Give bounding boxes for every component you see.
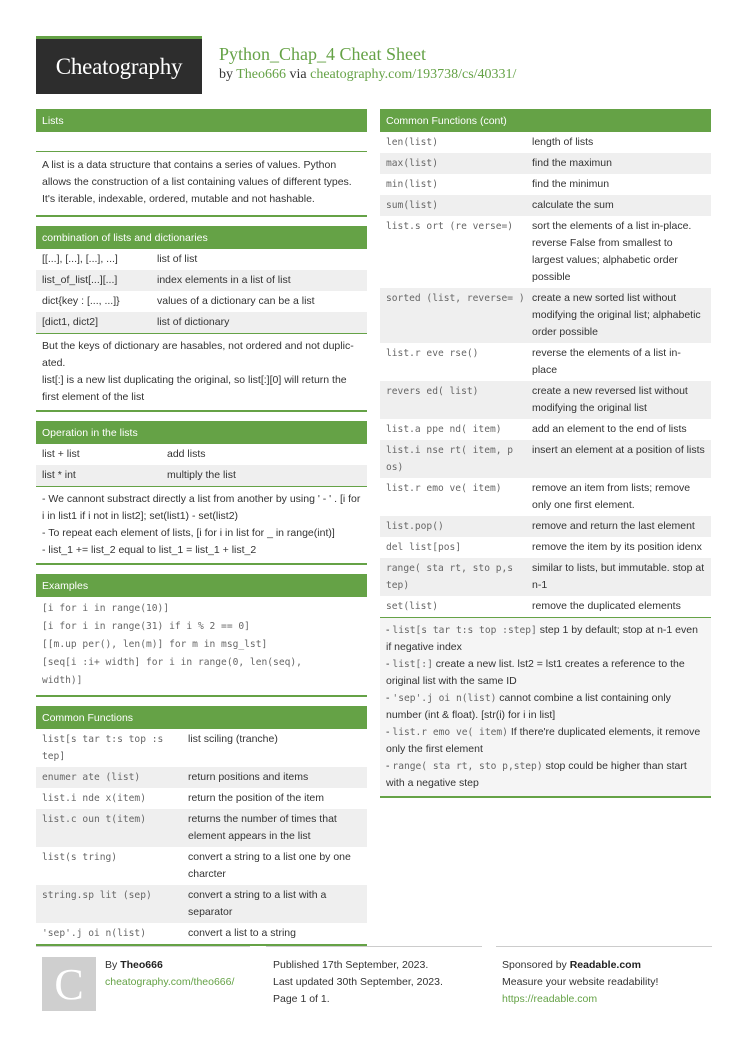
row-key: list + list [42, 448, 80, 460]
section-heading: Common Functions (cont) [380, 109, 711, 132]
row-value: list sciling (tranche) [188, 733, 278, 745]
row-value: add an element to the end of lists [532, 423, 687, 435]
row-key: 'sep'.j oi n(list) [42, 928, 146, 939]
page-footer [36, 946, 712, 1026]
note-code: range( sta rt, sto p,step) [392, 761, 543, 772]
page-header [36, 36, 716, 94]
spacer [36, 132, 367, 152]
section-note [36, 333, 367, 410]
section-note [36, 486, 367, 563]
row-value: insert an element at a position of lists [532, 444, 705, 456]
note-line: - We cannont substract directly a list from another by using ' - ' . [i for i in list1 if i not in list2]; set(list1) - set(list2) [42, 493, 361, 522]
footer-dates [266, 946, 482, 1008]
table-row [380, 195, 711, 216]
section-operation [36, 421, 367, 565]
table-row [380, 419, 711, 440]
row-key: list.c oun t(item) [42, 814, 146, 825]
row-key: list.r eve rse() [386, 348, 479, 359]
page-count: Page 1 of 1. [273, 993, 330, 1005]
row-value: convert a string to a list one by one charcter [188, 851, 351, 880]
byline-by: by [219, 67, 233, 82]
code-line: [i for i in range(10)] [42, 603, 170, 614]
row-value: add lists [167, 448, 206, 460]
table-row [36, 847, 367, 885]
row-value: list of dictionary [157, 316, 230, 328]
row-value: return positions and items [188, 771, 309, 783]
row-value: sort the elements of a list in-place. reverse False from smallest to largest values; alphabetic order possible [532, 220, 692, 283]
table-row [36, 249, 367, 270]
row-key: list[s tar t:s top :s tep] [42, 734, 164, 762]
row-value: returns the number of times that element appears in the list [188, 813, 337, 842]
section-common-functions [36, 706, 367, 946]
table-row [36, 729, 367, 767]
row-key: del list[pos] [386, 542, 462, 553]
table-row [380, 288, 711, 343]
right-column [380, 109, 711, 807]
footer-author-name[interactable]: Theo666 [120, 959, 163, 971]
row-value: list of list [157, 253, 198, 265]
lists-description: A list is a data structure that contains a series of values. Python allows the construction of a list containing values of different types. It's iterable, indexable, ordered, mutable and not hashable. [42, 159, 352, 205]
row-value: similar to lists, but immutable. stop at n-1 [532, 562, 705, 591]
row-key: enumer ate (list) [42, 772, 141, 783]
code-line: width)] [42, 675, 83, 686]
table-row [36, 923, 367, 944]
note-line: - range( sta rt, sto p,step) stop could be higher than start with a negative step [386, 760, 687, 789]
section-lists [36, 109, 367, 217]
row-key: [dict1, dict2] [42, 316, 99, 328]
row-value: length of lists [532, 136, 594, 148]
author-avatar[interactable]: C [42, 957, 96, 1011]
row-value: index elements in a list of list [157, 274, 291, 286]
note-line: list[:] is a new list duplicating the original, so list[:][0] will return the first element of the list [42, 374, 347, 403]
table-row [36, 312, 367, 333]
author-block [105, 957, 250, 991]
row-value: remove the item by its position idenx [532, 541, 702, 553]
row-key: range( sta rt, sto p,s tep) [386, 563, 514, 591]
table-row [380, 478, 711, 516]
row-key: set(list) [386, 601, 438, 612]
row-value: create a new sorted list without modifying the original list; alphabetic order possible [532, 292, 701, 338]
note-text: cannot combine a list containing only number (int & float). [str(i) for i in list] [386, 692, 671, 721]
section-examples [36, 574, 367, 697]
note-text: step 1 by default; stop at n-1 even if negative index [386, 624, 698, 653]
note-code: list[:] [392, 659, 433, 670]
table-row [380, 153, 711, 174]
sponsor-line [502, 957, 712, 974]
sponsored-by: Sponsored by [502, 959, 567, 971]
row-key: list.r emo ve( item) [386, 483, 502, 494]
row-key: revers ed( list) [386, 386, 479, 397]
footer-author [36, 946, 250, 1009]
row-key: list.pop() [386, 521, 444, 532]
row-value: remove an item from lists; remove only one first element. [532, 482, 691, 511]
row-value: find the minimun [532, 178, 610, 190]
row-key: sorted (list, reverse= ) [386, 293, 525, 304]
section-combination [36, 226, 367, 412]
table-row [36, 270, 367, 291]
note-line: - list[:] create a new list. lst2 = lst1 creates a reference to the original list with the same ID [386, 658, 685, 687]
row-key: sum(list) [386, 200, 438, 211]
row-value: create a new reversed list without modifying the original list [532, 385, 688, 414]
footer-sponsor [496, 946, 712, 1008]
note-text: stop could be higher than start with a negative step [386, 760, 687, 789]
section-heading: Lists [36, 109, 367, 132]
left-column [36, 109, 367, 955]
row-value: multiply the list [167, 469, 236, 481]
row-key: max(list) [386, 158, 438, 169]
author-line [105, 957, 250, 974]
table-row [380, 558, 711, 596]
section-note [380, 617, 711, 796]
section-heading: combination of lists and dictionaries [36, 226, 367, 249]
section-heading: Examples [36, 574, 367, 597]
note-line: - list_1 += list_2 equal to list_1 = list_1 + list_2 [42, 544, 257, 556]
byline [219, 67, 516, 83]
note-code: 'sep'.j oi n(list) [392, 693, 497, 704]
row-key: list_of_list[...][...] [42, 274, 118, 286]
row-value: remove the duplicated elements [532, 600, 681, 612]
table-row [380, 132, 711, 153]
table-row [36, 291, 367, 312]
note-line: - list[s tar t:s top :step] step 1 by default; stop at n-1 even if negative index [386, 624, 698, 653]
row-key: list.i nse rt( item, p os) [386, 445, 514, 473]
row-key: string.sp lit (sep) [42, 890, 152, 901]
row-value: calculate the sum [532, 199, 614, 211]
row-key: list * int [42, 469, 76, 481]
code-line: [i for i in range(31) if i % 2 == 0] [42, 621, 250, 632]
row-key: min(list) [386, 179, 438, 190]
note-line: - list.r emo ve( item) If there're duplicated elements, it remove only the first element [386, 726, 701, 755]
row-key: list.s ort (re verse=) [386, 221, 514, 232]
page-title: Python_Chap_4 Cheat Sheet [219, 44, 426, 64]
author-profile-link[interactable]: cheatography.com/theo666/ [105, 976, 235, 988]
note-line: - To repeat each element of lists, [i for i in list for _ in range(int)] [42, 527, 335, 539]
table-row [36, 465, 367, 486]
author-link[interactable]: Theo666 [236, 67, 287, 82]
row-key: [[...], [...], [...], ...] [42, 253, 118, 265]
table-row [380, 381, 711, 419]
sponsor-link[interactable]: https://readable.com [502, 993, 598, 1005]
note-code: list[s tar t:s top :step] [392, 625, 537, 636]
row-value: convert a string to a list with a separator [188, 889, 327, 918]
section-common-functions-cont [380, 109, 711, 798]
code-line: [[m.up per(), len(m)] for m in msg_lst] [42, 639, 268, 650]
table-row [36, 444, 367, 465]
footer-by: By [105, 959, 118, 971]
code-line: [seq[i :i+ width] for i in range(0, len(seq), [42, 657, 302, 668]
row-key: list.a ppe nd( item) [386, 424, 502, 435]
row-value: remove and return the last element [532, 520, 695, 532]
row-value: convert a list to a string [188, 927, 296, 939]
note-line: - 'sep'.j oi n(list) cannot combine a list containing only number (int & float). [str(i) for i in list] [386, 692, 671, 721]
row-key: list(s tring) [42, 852, 118, 863]
updated-date: Last updated 30th September, 2023. [273, 976, 443, 988]
row-value: return the position of the item [188, 792, 324, 804]
examples-code [36, 597, 367, 695]
table-row [380, 216, 711, 288]
table-row [380, 537, 711, 558]
table-row [36, 809, 367, 847]
table-row [380, 516, 711, 537]
cheatography-logo[interactable]: Cheatography [36, 36, 202, 94]
row-key: dict{key : [..., ...]} [42, 295, 120, 307]
note-code: list.r emo ve( item) [392, 727, 508, 738]
table-row [380, 440, 711, 478]
note-text: create a new list. lst2 = lst1 creates a reference to the original list with the same ID [386, 658, 685, 687]
section-heading: Operation in the lists [36, 421, 367, 444]
table-row [36, 788, 367, 809]
sheet-url-link[interactable]: cheatography.com/193738/cs/40331/ [310, 67, 517, 82]
row-value: find the maximun [532, 157, 612, 169]
table-row [380, 343, 711, 381]
sponsor-text: Measure your website readability! [502, 976, 659, 988]
row-key: list.i nde x(item) [42, 793, 146, 804]
note-text: If there're duplicated elements, it remove only the first element [386, 726, 701, 755]
published-date: Published 17th September, 2023. [273, 959, 429, 971]
table-row [380, 174, 711, 195]
sponsor-name[interactable]: Readable.com [569, 959, 641, 971]
row-value: reverse the elements of a list in-place [532, 347, 681, 376]
note-line: But the keys of dictionary are hasables, not ordered and not duplicated. [42, 340, 354, 369]
table-row [36, 767, 367, 788]
row-value: values of a dictionary can be a list [157, 295, 315, 307]
section-heading: Common Functions [36, 706, 367, 729]
row-key: len(list) [386, 137, 438, 148]
table-row [380, 596, 711, 617]
table-row [36, 885, 367, 923]
byline-via: via [289, 67, 307, 82]
